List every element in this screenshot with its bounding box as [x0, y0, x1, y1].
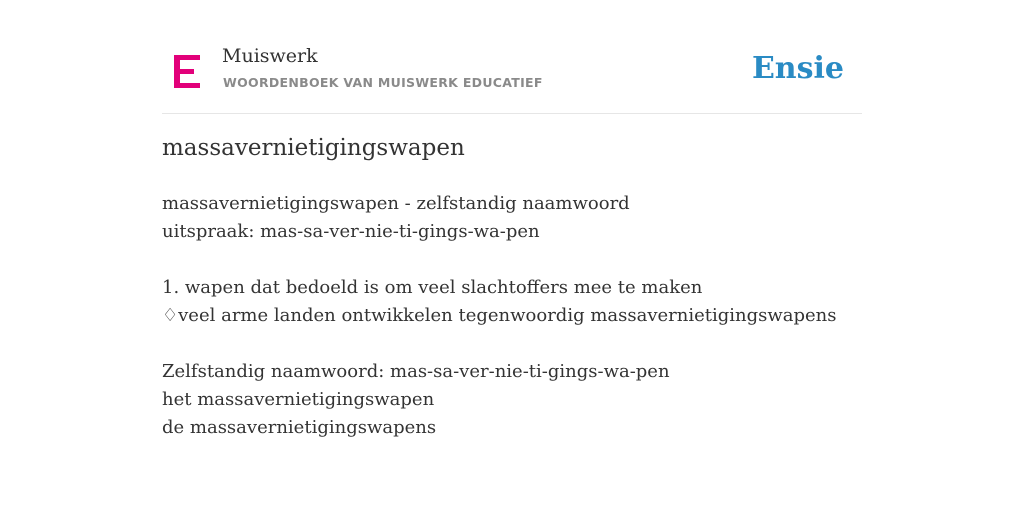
logo-bar-middle [174, 69, 194, 74]
entry-line-singular: het massavernietigingswapen [162, 389, 435, 410]
brand-subtitle: WOORDENBOEK VAN MUISWERK EDUCATIEF [223, 75, 543, 90]
entry-title: massavernietigingswapen [162, 135, 465, 161]
entry-line-example: ♢veel arme landen ontwikkelen tegenwoordig massavernietigingswapens [162, 305, 837, 326]
entry-line-plural: de massavernietigingswapens [162, 417, 437, 438]
entry-line-pronunciation: uitspraak: mas-sa-ver-nie-ti-gings-wa-pen [162, 221, 540, 242]
entry-line-blank [162, 246, 862, 274]
logo-bar-bottom [174, 83, 200, 88]
entry-line-definition: 1. wapen dat bedoeld is om veel slachtoffers mee te maken [162, 277, 703, 298]
brand-name[interactable]: Muiswerk [222, 45, 318, 67]
header [162, 40, 862, 114]
muiswerk-logo-icon[interactable] [174, 55, 200, 88]
logo-bar-top [174, 55, 200, 60]
entry-line-blank [162, 330, 862, 358]
entry-line-syllables: Zelfstandig naamwoord: mas-sa-ver-nie-ti-gings-wa-pen [162, 361, 670, 382]
entry-line-headword: massavernietigingswapen - zelfstandig naamwoord [162, 193, 630, 214]
ensie-logo[interactable]: Ensie [751, 51, 844, 86]
entry-body [162, 190, 862, 442]
